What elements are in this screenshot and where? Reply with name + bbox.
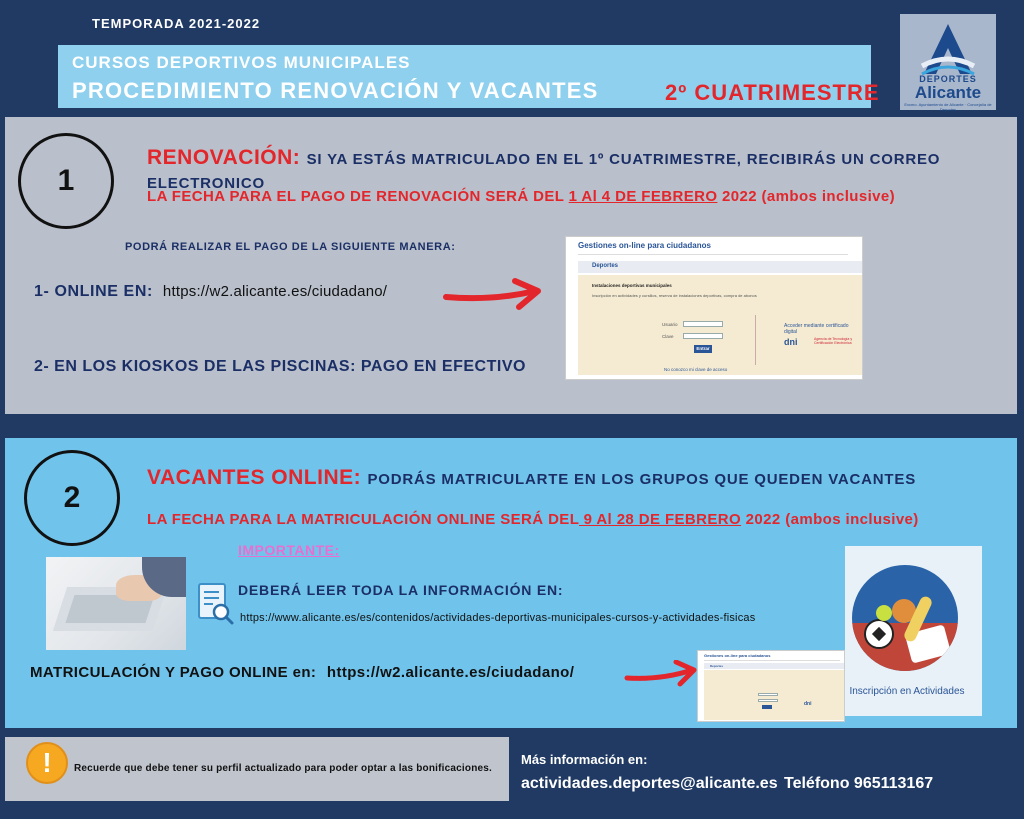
step-number-2: 2	[24, 450, 120, 546]
payment-option-kiosk: 2- EN LOS KIOSKOS DE LAS PISCINAS: PAGO EN EFECTIVO	[34, 358, 526, 375]
section1-date-suffix: 2022 (ambos inclusive)	[717, 188, 896, 205]
register-label: MATRICULACIÓN Y PAGO ONLINE en:	[30, 664, 317, 681]
footer-note: Recuerde que debe tener su perfil actualizado para poder optar a las bonificaciones.	[74, 763, 493, 774]
portal-user-label: Usuario	[662, 322, 678, 327]
portal-small-user-input[interactable]	[758, 693, 778, 696]
section1-title-rest: SI YA ESTÁS MATRICULADO EN EL 1º CUATRIMESTRE, RECIBIRÁS UN CORREO ELECTRONICO	[147, 151, 941, 192]
sports-balls-icon	[852, 565, 958, 671]
arrow-right-icon	[443, 277, 543, 317]
term-label: 2º CUATRIMESTRE	[665, 80, 880, 105]
header-title-line2: PROCEDIMIENTO RENOVACIÓN Y VACANTES	[72, 78, 599, 103]
read-info-label: DEBERÁ LEER TODA LA INFORMACIÓN EN:	[238, 582, 564, 598]
register-link[interactable]: https://w2.alicante.es/ciudadano/	[326, 664, 575, 681]
section1-date-range: 1 Al 4 DE FEBRERO	[568, 188, 718, 205]
section1-date-line	[147, 188, 895, 205]
section2-date-prefix: LA FECHA PARA LA MATRICULACIÓN ONLINE SERÁ DEL	[147, 511, 579, 528]
portal-screenshot	[565, 236, 863, 380]
activities-label: Inscripción en Actividades	[849, 686, 965, 697]
section2-title-rest: PODRÁS MATRICULARTE EN LOS GRUPOS QUE QUEDEN VACANTES	[367, 471, 917, 488]
warning-icon: !	[26, 742, 68, 784]
step-number-1: 1	[18, 133, 114, 229]
portal-cert-link[interactable]: Acceder mediante certificado digital	[784, 323, 849, 335]
info-link[interactable]: https://www.alicante.es/es/contenidos/actividades-deportivas-municipales-cursos-y-actividades-fisicas	[240, 612, 756, 624]
more-info-label: Más información en:	[521, 752, 648, 767]
portal-desc: Inscripción en actividades y cursillos, reserva de instalaciones deportivas, compra de abonos	[592, 293, 757, 298]
section1-heading	[147, 146, 1024, 194]
section2-date-range: 9 Al 28 DE FEBRERO	[579, 511, 742, 528]
portal-small-dni-logo: dni	[804, 701, 812, 707]
payment-intro: PODRÁ REALIZAR EL PAGO DE LA SIGUIENTE MANERA:	[125, 241, 456, 253]
portal-pass-input[interactable]	[683, 333, 723, 339]
section2-date-suffix: 2022 (ambos inclusive)	[741, 511, 919, 528]
section1-date-prefix: LA FECHA PARA EL PAGO DE RENOVACIÓN SERÁ DEL	[147, 188, 569, 205]
payment-option-online	[34, 283, 387, 301]
portal-screenshot-small	[697, 650, 845, 722]
section1-title: RENOVACIÓN:	[147, 146, 301, 169]
portal-pass-label: Clave	[662, 334, 674, 339]
portal-title: Gestiones on-line para ciudadanos	[578, 241, 848, 255]
portal-forgot-link[interactable]: No conozco mi clave de acceso	[664, 367, 728, 372]
payment-online-link[interactable]: https://w2.alicante.es/ciudadano/	[162, 283, 388, 300]
contact-email[interactable]: actividades.deportes@alicante.es	[521, 775, 778, 792]
portal-user-input[interactable]	[683, 321, 723, 327]
portal-bar: Deportes	[578, 261, 862, 273]
logo-text-subtitle: Excmo. Ayuntamiento de Alicante · Concejalía de Deportes	[904, 102, 992, 112]
section2-title: VACANTES ONLINE:	[147, 466, 362, 489]
portal-small-submit-button[interactable]	[762, 705, 772, 709]
section2-date-line	[147, 511, 919, 528]
portal-small-pass-input[interactable]	[758, 699, 778, 702]
important-label: IMPORTANTE:	[238, 542, 340, 558]
arrow-right-icon	[624, 660, 700, 692]
section2-heading	[147, 466, 916, 490]
season-label: TEMPORADA 2021-2022	[92, 16, 261, 31]
logo-text-alicante: Alicante	[914, 83, 982, 102]
portal-submit-button[interactable]: Entrar	[694, 345, 712, 353]
portal-small-bar: Deportes	[704, 663, 844, 669]
portal-item: Instalaciones deportivas municipales	[592, 283, 672, 288]
contact-phone: Teléfono 965113167	[784, 775, 934, 792]
agency-logo: Agencia de Tecnología y Certificación Electrónica	[814, 337, 853, 345]
portal-small-title: Gestiones on-line para ciudadanos	[704, 653, 840, 661]
payment-option-online-label: 1- ONLINE EN:	[34, 283, 153, 300]
register-line	[30, 664, 574, 681]
laptop-photo	[46, 557, 186, 650]
document-search-icon	[197, 582, 235, 626]
header-title-line1: CURSOS DEPORTIVOS MUNICIPALES	[72, 53, 411, 72]
dni-logo: dni	[784, 337, 798, 347]
portal-divider	[755, 315, 756, 365]
tennis-ball-shape	[876, 605, 892, 621]
logo-text-deportes: DEPORTES	[919, 74, 977, 84]
